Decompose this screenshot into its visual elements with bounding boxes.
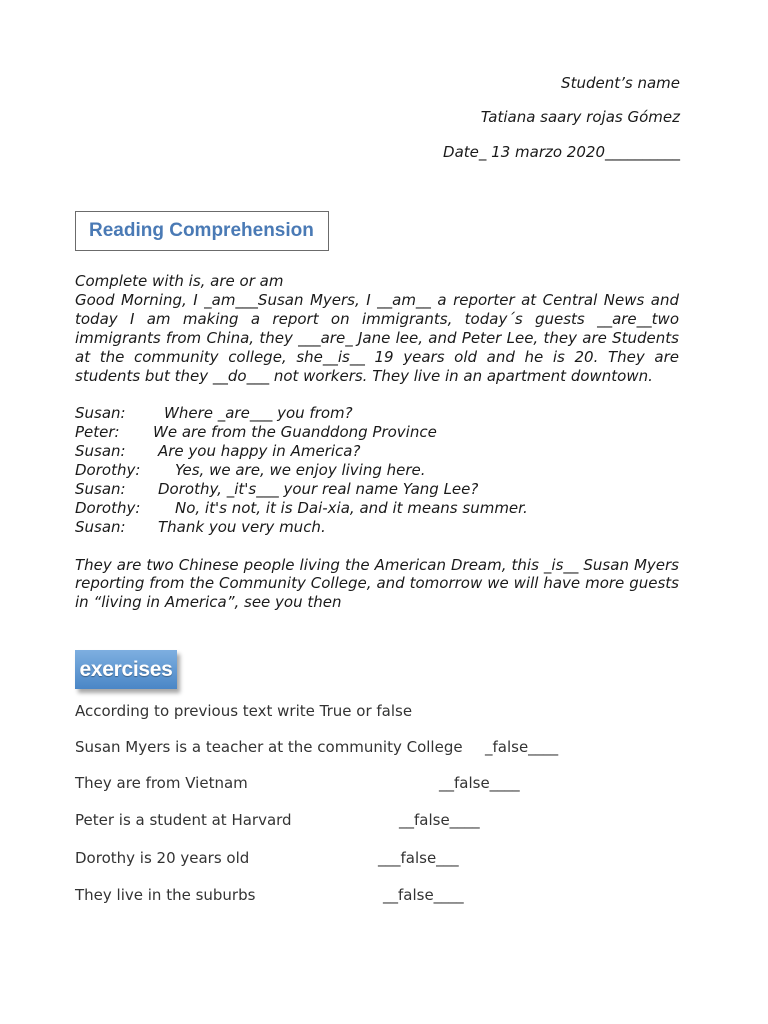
exercises-label: exercises: [79, 657, 173, 681]
dialogue-speaker: Susan:: [75, 517, 126, 536]
dialogue-speaker: Dorothy:: [75, 461, 141, 480]
dialogue-line: [75, 423, 679, 442]
student-name-value: Tatiana saary rojas Gómez: [480, 108, 680, 126]
dialogue-text: We are from the Guanddong Province: [153, 423, 437, 442]
true-false-item: [75, 849, 459, 867]
reading-comprehension-title: Reading Comprehension: [89, 220, 314, 241]
reading-passage: [75, 272, 679, 612]
dialogue-text: Dorothy, _it's___ your real name Yang Lee?: [158, 479, 479, 498]
dialogue-line: [75, 442, 679, 461]
true-false-answer: __false____: [439, 774, 520, 792]
true-false-item: [75, 774, 520, 792]
reading-comprehension-heading-box: [75, 211, 329, 251]
dialogue-line: [75, 480, 679, 499]
true-false-answer: __false____: [383, 886, 464, 904]
date-line: Date_ 13 marzo 2020__________: [443, 143, 680, 161]
reading-paragraph-1: Good Morning, I _am___Susan Myers, I __am__ a reporter at Central News and today I am making a report on immigrants, today´s guests __are__two immigrants from China, they ___are_ Jane lee, and Peter Lee, they are Students at the community college, she__is__ 19 years old and he is 20. They are students but they __do___ not workers. They live in an apartment downtown.: [75, 290, 679, 385]
true-false-statement: They are from Vietnam: [75, 774, 248, 792]
dialogue-text: Where _are___ you from?: [164, 404, 353, 423]
true-false-instruction: According to previous text write True or false: [75, 702, 413, 720]
dialogue-text: Are you happy in America?: [158, 442, 361, 461]
instruction-text: Complete with is, are or am: [75, 272, 284, 290]
dialogue-speaker: Susan:: [75, 479, 126, 498]
true-false-item: [75, 886, 464, 904]
true-false-statement: Peter is a student at Harvard: [75, 811, 292, 829]
true-false-answer: ___false___: [378, 849, 459, 867]
dialogue-text: Yes, we are, we enjoy living here.: [175, 461, 426, 480]
dialogue-text: Thank you very much.: [158, 517, 326, 536]
dialogue-speaker: Dorothy:: [75, 498, 141, 517]
dialogue-line: [75, 404, 679, 423]
true-false-statement: They live in the suburbs: [75, 886, 256, 904]
dialogue-line: [75, 518, 679, 537]
dialogue-text: No, it's not, it is Dai-xia, and it means summer.: [175, 498, 528, 517]
true-false-statement: Susan Myers is a teacher at the community College: [75, 738, 463, 756]
dialogue-speaker: Peter:: [75, 423, 120, 442]
exercises-badge: [75, 650, 177, 689]
dialogue-line: [75, 461, 679, 480]
true-false-answer: _false____: [485, 738, 559, 756]
dialogue-speaker: Susan:: [75, 404, 126, 423]
student-name-label: Student’s name: [561, 74, 680, 92]
dialogue-line: [75, 499, 679, 518]
reading-paragraph-2: They are two Chinese people living the American Dream, this _is__ Susan Myers reporting from the Community College, and tomorrow we will have more guests in “living in America”, see you then: [75, 555, 679, 612]
true-false-statement: Dorothy is 20 years old: [75, 849, 250, 867]
true-false-item: [75, 738, 559, 756]
true-false-answer: __false____: [399, 811, 480, 829]
true-false-item: [75, 811, 480, 829]
dialogue-speaker: Susan:: [75, 442, 126, 461]
dialogue: [75, 404, 679, 536]
